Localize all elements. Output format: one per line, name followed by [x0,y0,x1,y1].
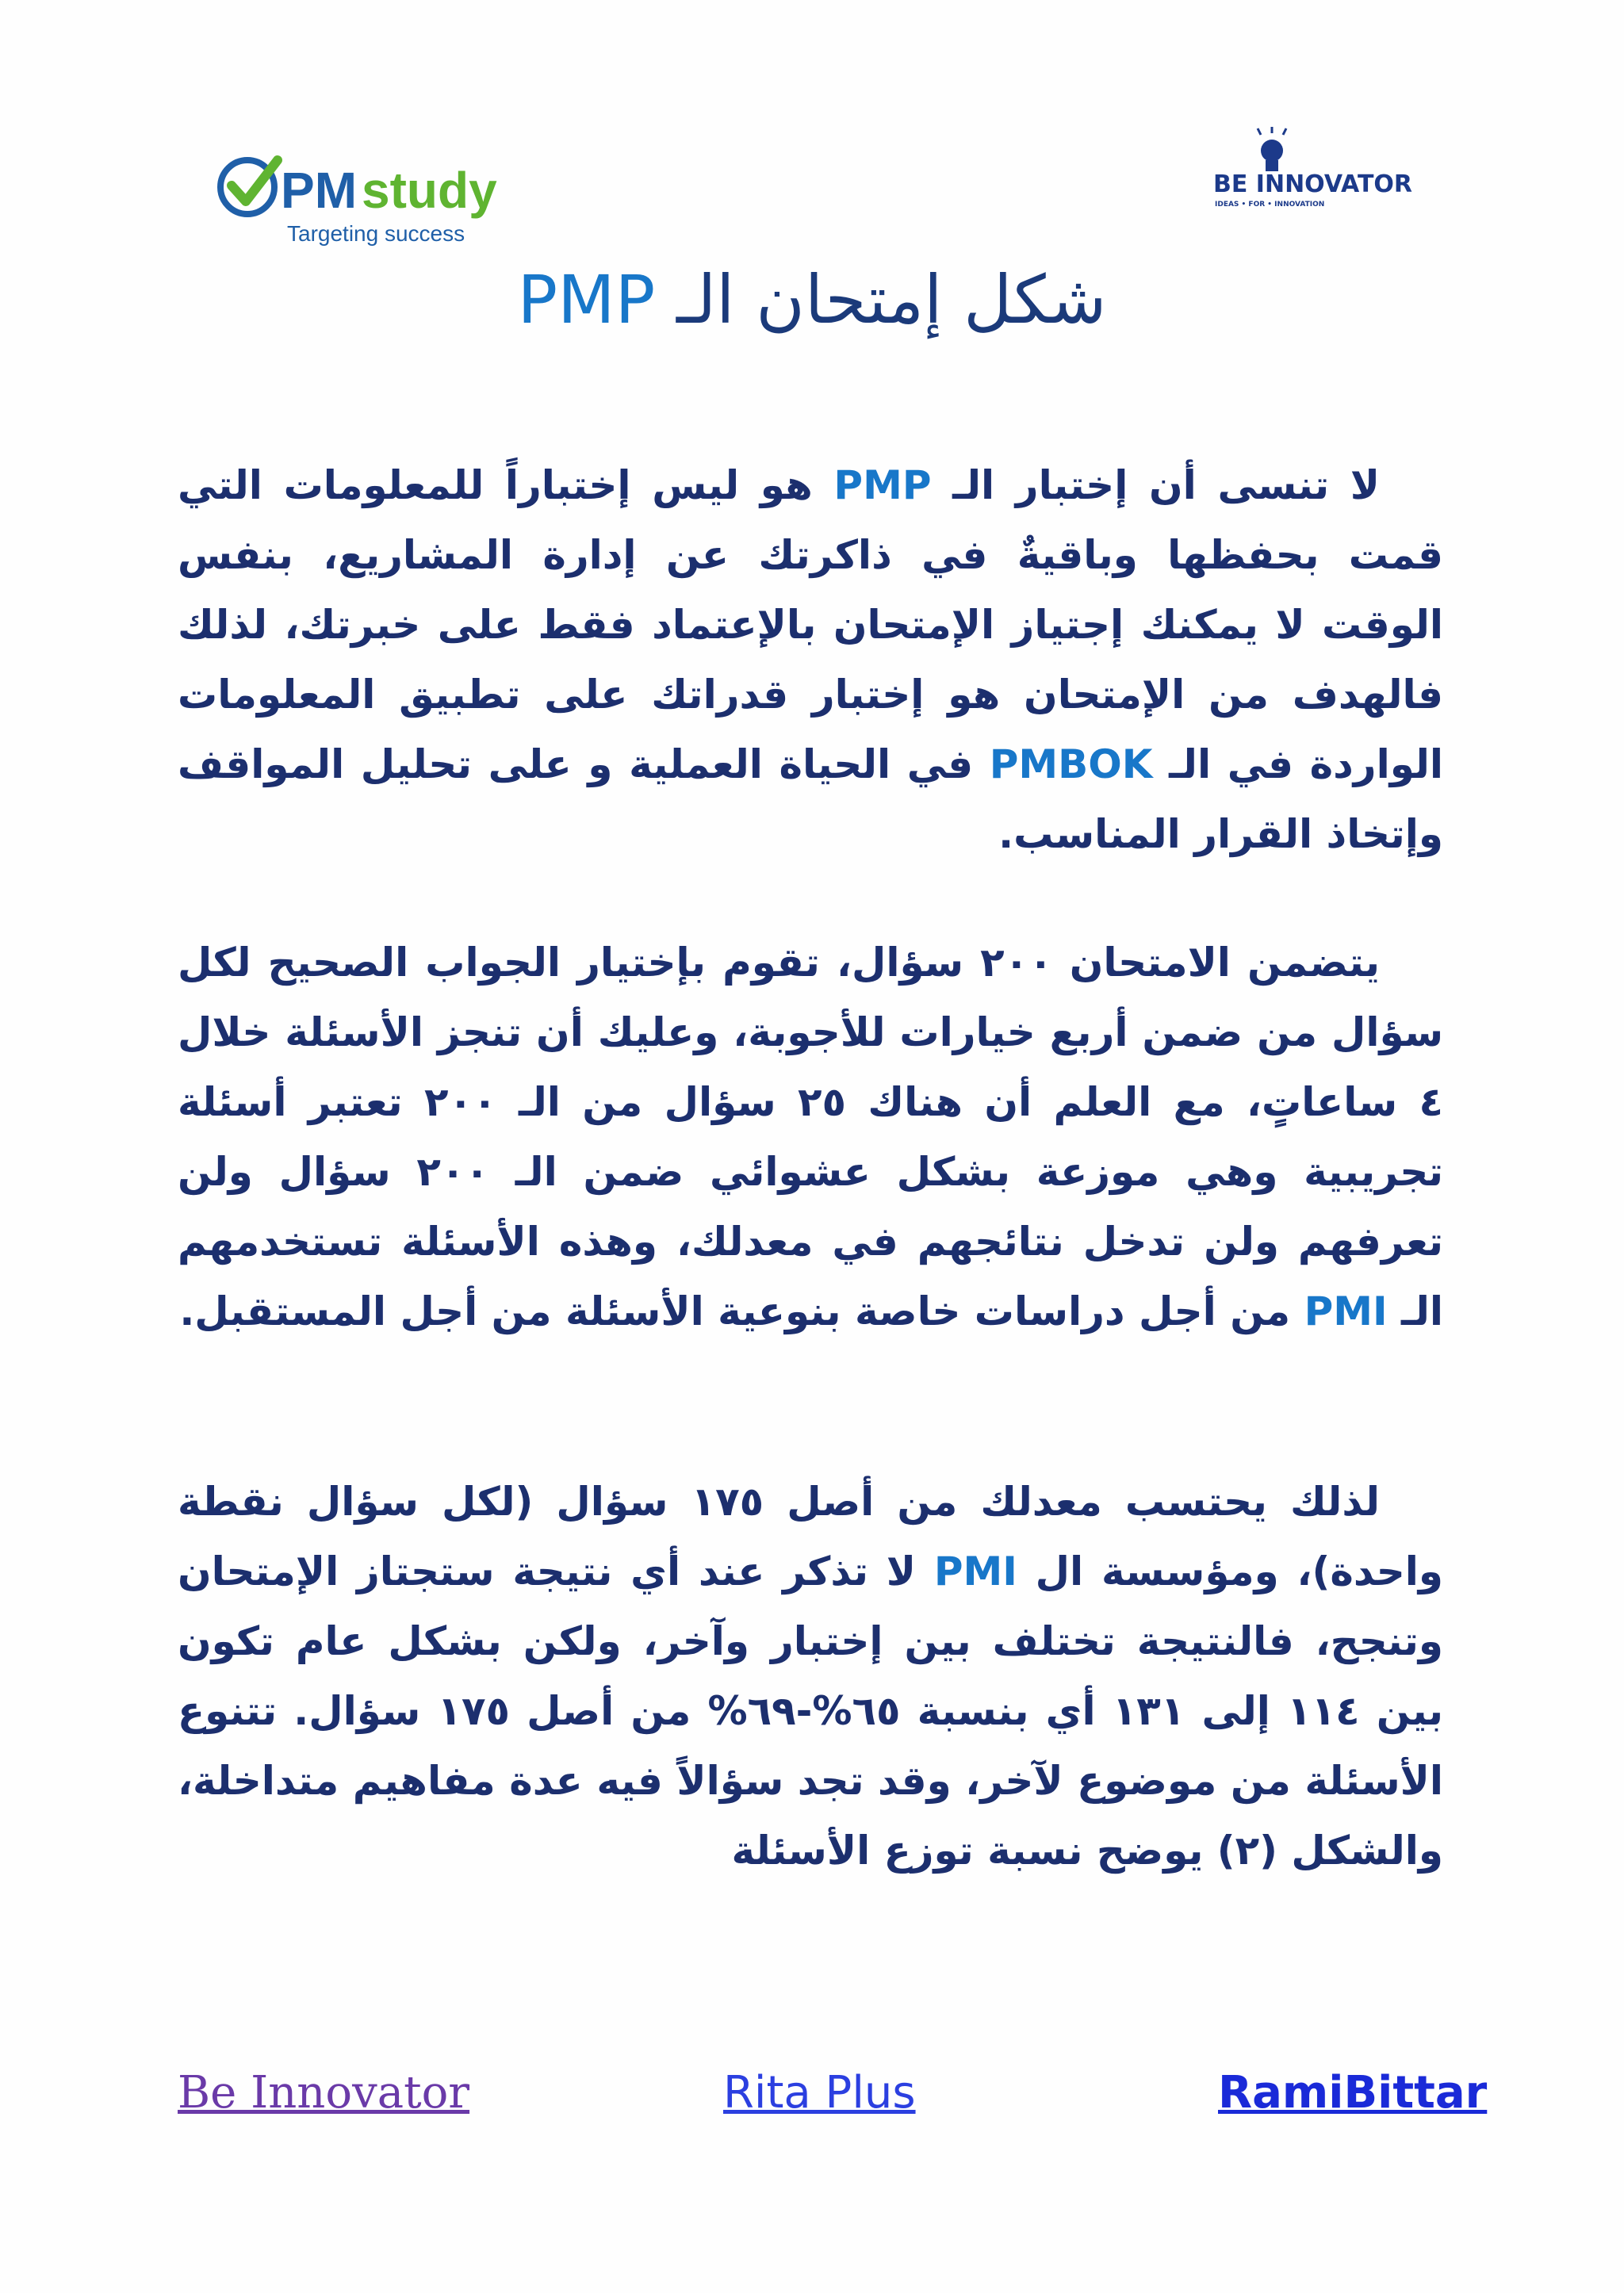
para3-text-2: لا تذكر عند أي نتيجة ستجتاز الإمتحان وتنجح، فالنتيجة تختلف بين إختبار وآخر، ولكن بشكل عام تكون بين ١١٤ إلى ١٣١ أي بنسبة ٦٥%-٦٩% من أصل ١٧٥ سؤال. تتنوع الأسئلة من موضوع لآخر، وقد تجد سؤالاً فيه عدة مفاهيم متداخلة، والشكل (٢) يوضح نسبة توزع الأسئلة [178,1548,1443,1874]
pmstudy-check-icon [214,149,515,252]
be-innovator-tagline: IDEAS • FOR • INNOVATION [1215,201,1325,209]
para3-term-pmi: PMI [933,1548,1017,1594]
pmstudy-logo [214,149,515,252]
rami-bittar-link[interactable]: RamiBittar [1218,2067,1488,2119]
title-pmp: PMP [517,261,656,339]
para1-text-1: لا تنسى أن إختبار الـ [931,462,1380,508]
be-innovator-brand: BE INNOVATOR [1213,170,1413,198]
lightbulb-icon [1258,127,1286,171]
para2-term-pmi: PMI [1304,1288,1388,1334]
pmstudy-brand-study: study [362,162,497,219]
para2-text-2: من أجل دراسات خاصة بنوعية الأسئلة من أجل المستقبل. [179,1288,1304,1334]
title-text: شكل إمتحان الـ [655,261,1107,339]
be-innovator-link[interactable]: Be Innovator [178,2067,470,2119]
para3-text-1: لذلك يحتسب معدلك من أصل ١٧٥ سؤال (لكل سؤال نقطة واحدة)، ومؤسسة ال [178,1479,1443,1594]
paragraph-exam-scoring [178,1467,1443,1885]
paragraph-exam-purpose [178,450,1443,869]
rita-plus-link[interactable]: Rita Plus [723,2067,916,2119]
para1-term-pmbok: PMBOK [989,741,1153,787]
pmstudy-tagline: Targeting success [287,221,465,246]
para1-text-2: هو ليس إختباراً للمعلومات التي قمت بحفظها وباقيةٌ في ذاكرتك عن إدارة المشاريع، بنفس الوقت لا يمكنك إجتياز الإمتحان بالإعتماد فقط على خبرتك، لذلك فالهدف من الإمتحان هو إختبار قدراتك على تطبيق المعلومات الواردة في الـ [178,462,1443,787]
para2-text-1: يتضمن الامتحان ٢٠٠ سؤال، تقوم بإختيار الجواب الصحيح لكل سؤال من ضمن أربع خيارات للأجوبة، وعليك أن تنجز الأسئلة خلال ٤ ساعاتٍ، مع العلم أن هناك ٢٥ سؤال من الـ ٢٠٠ تعتبر أسئلة تجريبية وهي موزعة بشكل عشوائي ضمن الـ ٢٠٠ سؤال ولن تعرفهم ولن تدخل نتائجهم في معدلك، وهذه الأسئلة تستخدمهم الـ [178,940,1444,1334]
para1-term-pmp: PMP [833,462,932,508]
page-title [0,252,1624,347]
paragraph-exam-structure [178,928,1443,1346]
para1-text-3: في الحياة العملية و على تحليل المواقف وإتخاذ القرار المناسب. [178,741,1443,857]
pmstudy-brand-pm: PM [281,162,357,219]
be-innovator-logo [1213,127,1451,222]
